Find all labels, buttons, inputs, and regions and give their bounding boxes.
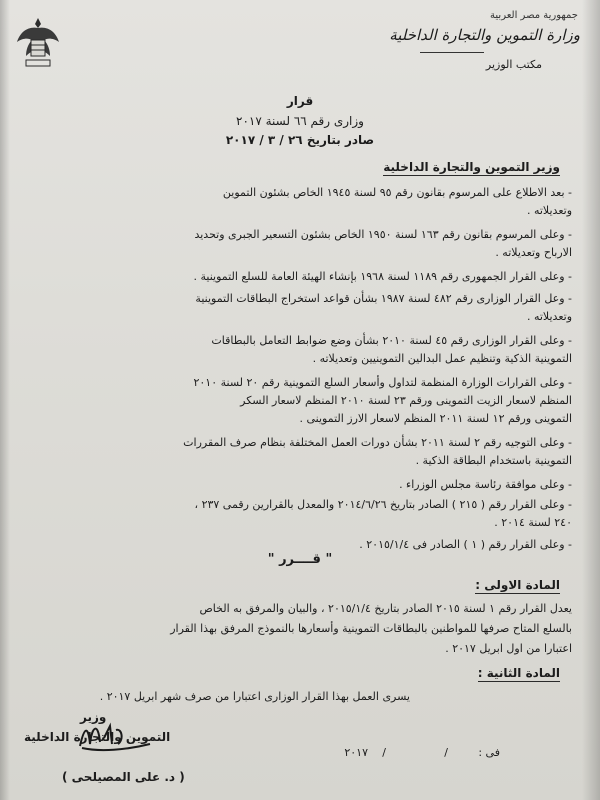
preamble-line: - وعلى المرسوم بقانون رقم ١٦٣ لسنة ١٩٥٠ الخاص بشئون التسعير الجبرى وتحديد <box>194 228 572 241</box>
footer-date-sep1: / <box>444 746 448 759</box>
article1-line: اعتبارا من اول ابريل ٢٠١٧ . <box>445 642 572 655</box>
footer-date-prefix: فى : <box>478 746 500 759</box>
preamble-line: وتعديلاته . <box>526 204 572 217</box>
signature-title: وزير <box>80 710 107 724</box>
preamble-line: - وعلى القرار رقم ( ٢١٥ ) الصادر بتاريخ ٢٠١٤/٦/٢٦ والمعدل بالقرارين رقمى ٢٣٧ ، <box>194 498 572 511</box>
article2-text: يسرى العمل بهذا القرار الوزارى اعتبارا من صرف شهر ابريل ٢٠١٧ . <box>99 690 410 703</box>
article1-line: يعدل القرار رقم ١ لسنة ٢٠١٥ الصادر بتاريخ ٢٠١٥/١/٤ ، والبيان والمرفق به الخاص <box>199 602 572 615</box>
decision-date: صادر بتاريخ ٢٦ / ٣ / ٢٠١٧ <box>225 133 375 147</box>
article1-line: بالسلع المتاح صرفها للمواطنين بالبطاقات التموينية وأسعارها بالنموذج المرفق بهذا القرار <box>170 622 572 635</box>
header-divider <box>420 52 484 53</box>
country-name: جمهورية مصر العربية <box>490 10 578 21</box>
preamble-line: الارباح وتعديلاته . <box>495 246 572 259</box>
decision-number: وزارى رقم ٦٦ لسنة ٢٠١٧ <box>236 114 364 128</box>
footer-date-year: ٢٠١٧ <box>344 746 368 759</box>
footer-date-sep2: / <box>382 746 386 759</box>
preamble-line: وتعديلاته . <box>526 310 572 323</box>
article2-title: المادة الثانية : <box>477 666 560 680</box>
minister-heading: وزير التموين والتجارة الداخلية <box>383 160 560 174</box>
preamble-line: المنظم لاسعار الزيت التموينى ورقم ٢٣ لسنة ٢٠١٠ المنظم لاسعار السكر <box>240 394 572 407</box>
preamble-line: - وعلى القرار الوزارى رقم ٤٥ لسنة ٢٠١٠ بشأن وضع ضوابط التعامل بالبطاقات <box>211 334 572 347</box>
preamble-line: التموينى ورقم ١٢ لسنة ٢٠١١ المنظم لاسعار الارز التموينى . <box>299 412 572 425</box>
preamble-line: - وعلى القرارات الوزارة المنظمة لتداول وأسعار السلع التموينية رقم ٢٠ لسنة ٢٠١٠ <box>193 376 572 389</box>
preamble-line: - بعد الاطلاع على المرسوم بقانون رقم ٩٥ لسنة ١٩٤٥ الخاص بشئون التموين <box>222 186 572 199</box>
article1-title: المادة الاولى : <box>475 578 560 592</box>
ministry-name: وزارة التموين والتجارة الداخلية <box>389 26 580 44</box>
eagle-emblem-icon <box>14 14 62 72</box>
preamble-line: التموينية الذكية وتنظيم عمل البدالين التموينيين وتعديلاته . <box>312 352 572 365</box>
office-name: مكتب الوزير <box>485 58 542 71</box>
preamble-line: التموينية باستخدام البطاقة الذكية . <box>415 454 572 467</box>
decides-heading: " قــــرر " <box>267 552 333 567</box>
preamble-line: - وعل القرار الوزارى رقم ٤٨٢ لسنة ١٩٨٧ بشأن قواعد استخراج البطاقات التموينية <box>195 292 572 305</box>
signatory-name: ( د. على المصيلحى ) <box>62 770 185 784</box>
signature-ministry: التموين والتجارة الداخلية <box>24 730 171 744</box>
preamble-line: - وعلى موافقة رئاسة مجلس الوزراء . <box>399 478 572 491</box>
preamble-line: - وعلى التوجيه رقم ٢ لسنة ٢٠١١ بشأن دورات العمل المختلفة بنظام صرف المقررات <box>183 436 572 449</box>
handwritten-signature <box>70 708 160 758</box>
decision-word: قرار <box>286 94 314 108</box>
preamble-line: - وعلى القرار الجمهورى رقم ١١٨٩ لسنة ١٩٦٨ بإنشاء الهيئة العامة للسلع التموينية . <box>193 270 572 283</box>
preamble-line: ٢٤٠ لسنة ٢٠١٤ . <box>494 516 572 529</box>
preamble-line: - وعلى القرار رقم ( ١ ) الصادر فى ٢٠١٥/١/٤ . <box>359 538 572 551</box>
